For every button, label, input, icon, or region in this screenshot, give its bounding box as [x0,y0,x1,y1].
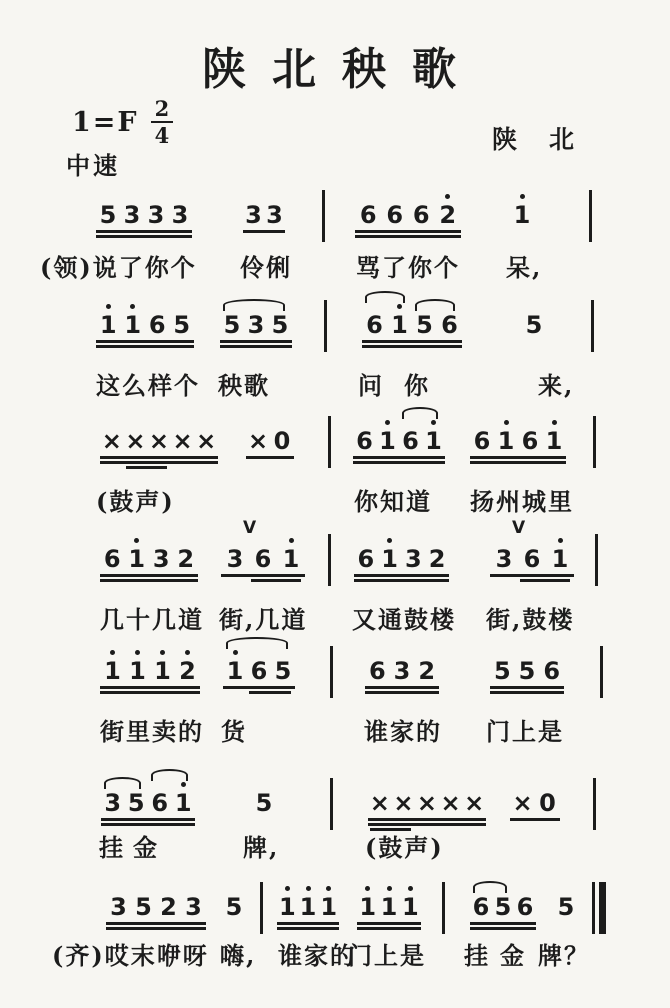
octave-dot [306,886,311,891]
note-digit: 1 [380,893,398,921]
note-digit: 6 [543,657,561,685]
note-digit: 2 [177,545,195,573]
beam [106,927,206,930]
beam [354,574,449,577]
note-group [106,894,206,920]
note-digit: 6 [473,427,491,455]
beam [365,686,439,689]
breath-mark: V [512,518,526,538]
beam [100,574,198,577]
note-digit: 1 [99,311,117,339]
percussion-note: × [125,427,146,455]
note-digit: 5 [494,893,512,921]
slur [104,777,141,789]
lyric-word: 街,几道 [219,605,308,634]
note-digit: 3 [171,201,189,229]
note-digit: 6 [254,545,272,573]
octave-dot [408,886,413,891]
note-digit: 3 [152,545,170,573]
note-group [100,658,200,684]
barline [442,882,445,934]
note-digit: 5 [173,311,191,339]
note-digit: 6 [366,311,383,339]
note-group [355,202,461,228]
note-digit: 6 [472,893,490,921]
note-digit: 6 [441,311,458,339]
note-digit: 1 [299,893,317,921]
beam [221,574,305,577]
barline [330,778,333,830]
note-group [365,658,439,684]
note-group [470,428,566,454]
note-digit: 6 [356,427,373,455]
note-digit: 1 [391,311,408,339]
time-signature-numerator: 2 [151,98,174,123]
lyric-word: 牌, [243,833,280,862]
note-digit: 5 [271,311,289,339]
percussion-note: × [369,789,390,817]
beam [100,456,218,459]
beam [368,818,486,821]
note-group [246,428,294,454]
slur [473,881,507,893]
percussion-note: × [172,427,193,455]
beam [100,691,200,694]
note-digit: 3 [405,545,422,573]
beam [126,466,167,469]
beam [357,922,421,925]
note-group [490,658,564,684]
note-group [100,428,218,454]
beam [243,230,285,233]
beam [490,574,574,577]
percussion-note: × [247,427,269,455]
key-label: 1=F [72,106,139,138]
note-digit: 1 [513,201,531,229]
lyric-word: 门上是 [486,717,564,746]
beam [106,922,206,925]
note-digit: 1 [425,427,442,455]
lyric-word: 又通鼓楼 [352,605,456,634]
beam [277,927,339,930]
note-group [222,894,246,920]
final-barline [592,882,606,934]
note-group [490,518,574,573]
note-digit: 1 [320,893,338,921]
note-digit: 6 [386,201,404,229]
octave-dot [285,886,290,891]
note-digit: 1 [174,789,192,817]
octave-dot [397,304,402,309]
note-digit: 6 [148,311,166,339]
note-digit: 6 [412,201,430,229]
beam [277,922,339,925]
octave-dot [233,650,238,655]
lyric-word: 几十几道 [100,605,204,634]
barline [328,534,331,586]
note-digit: 3 [123,201,141,229]
note-digit: 5 [255,789,273,817]
barline [260,882,263,934]
beam [362,345,462,348]
percussion-note: × [393,789,414,817]
note-digit: 2 [439,201,457,229]
octave-dot [181,782,186,787]
octave-dot [387,538,392,543]
lyric-word: 街里卖的 [100,717,204,746]
note-digit: 2 [160,893,177,921]
slur [223,299,285,311]
note-digit: 1 [129,657,146,685]
octave-dot [552,420,557,425]
lyric-word: (领)说了你个 [40,253,197,282]
note-digit: 6 [103,545,121,573]
note-digit: 6 [402,427,419,455]
octave-dot [160,650,165,655]
beam [490,691,564,694]
region-label: 陕北 [492,125,607,154]
note-digit: 6 [523,545,541,573]
barline [589,190,592,242]
note-group [510,202,534,228]
lyric-word: 呆, [506,253,543,282]
note-digit: 1 [359,893,377,921]
beam [357,927,421,930]
percussion-note: × [101,427,122,455]
note-group [252,790,276,816]
note-digit: 5 [135,893,152,921]
barline [324,300,327,352]
lyric-word: 伶俐 [240,253,292,282]
barline [600,646,603,698]
note-digit: 3 [495,545,513,573]
note-digit: 3 [226,545,244,573]
note-group [101,790,195,816]
lyric-word: 挂 [464,941,490,970]
percussion-note: × [196,427,217,455]
note-group [277,894,339,920]
lyric-word: 这么样个 [96,371,200,400]
note-digit: 3 [147,201,165,229]
lyric-word: 扬州城里 [470,487,574,516]
beam [100,579,198,582]
slur [226,637,288,649]
note-digit: 5 [225,893,243,921]
barline [328,416,331,468]
percussion-note: × [512,789,533,817]
note-digit: 5 [525,311,543,339]
note-digit: 1 [379,427,396,455]
percussion-note: × [440,789,461,817]
beam [365,691,439,694]
note-group [554,894,578,920]
note-digit: 6 [359,201,377,229]
lyric-word: (鼓声) [365,833,444,862]
beam [354,579,449,582]
barline [593,416,596,468]
beam [510,818,560,821]
lyric-word: 问 [358,371,384,400]
octave-dot [110,650,115,655]
note-digit: 1 [278,893,296,921]
note-group [221,518,305,573]
time-signature-denominator: 4 [154,123,170,148]
note-digit: 3 [393,657,411,685]
lyric-word: 门上是 [348,941,426,970]
octave-dot [385,420,390,425]
beam [246,456,294,459]
octave-dot [504,420,509,425]
beam [100,686,200,689]
note-digit: 6 [368,657,386,685]
beam [362,340,462,343]
octave-dot [185,650,190,655]
note-digit: 3 [110,893,127,921]
beam [96,340,194,343]
note-digit: 5 [493,657,511,685]
breath-mark: V [243,518,257,538]
note-group [357,894,421,920]
note-digit: 6 [516,893,534,921]
note-group [220,312,292,338]
percussion-note: × [148,427,170,455]
note-digit: 1 [154,657,171,685]
lyric-word: 金 [133,833,159,862]
note-digit: 3 [245,201,262,229]
lyric-word: 骂了你个 [356,253,460,282]
beam [470,922,536,925]
lyric-word: 你 [404,371,430,400]
octave-dot [520,194,525,199]
octave-dot [558,538,563,543]
octave-dot [445,194,450,199]
lyric-word: 谁家的 [278,941,356,970]
beam [355,230,461,233]
lyric-word: 街,鼓楼 [486,605,575,634]
octave-dot [134,538,139,543]
note-digit: 5 [274,657,292,685]
lyric-word: 你知道 [354,487,432,516]
octave-dot [431,420,436,425]
tempo-marking: 中速 [66,151,120,180]
octave-dot [106,304,111,309]
rest-note: 0 [539,789,556,817]
note-group [96,202,192,228]
octave-dot [365,886,370,891]
note-group [243,202,285,228]
lyric-word: 货 [221,717,247,746]
octave-dot [326,886,331,891]
beam [490,686,564,689]
beam [470,461,566,464]
lyric-word: 来, [538,371,575,400]
rest-note: 0 [273,427,291,455]
note-digit: 5 [127,789,145,817]
lyric-word: 金 [500,941,526,970]
note-digit: 5 [518,657,536,685]
final-barline-thin [592,882,595,934]
barline [593,778,596,830]
note-group [368,790,486,816]
song-title: 陕北秧歌 [202,44,482,95]
beam [251,579,301,582]
slur [365,291,405,303]
note-digit: 1 [545,427,563,455]
lyric-word: 牌？ [538,941,590,970]
beam [101,818,195,821]
octave-dot [289,538,294,543]
lyric-word: 嗨, [220,941,257,970]
slur [415,299,455,311]
lyric-word: 谁家的 [364,717,442,746]
note-digit: 2 [179,657,196,685]
note-digit: 3 [104,789,122,817]
lyric-word: (鼓声) [96,487,175,516]
note-digit: 1 [497,427,515,455]
beam [470,927,536,930]
beam [96,230,192,233]
beam [353,461,445,464]
barline [591,300,594,352]
percussion-note: × [464,789,485,817]
beam [520,579,570,582]
note-group [223,658,295,684]
note-group [510,790,560,816]
note-group [354,546,449,572]
note-digit: 5 [416,311,433,339]
octave-dot [130,304,135,309]
final-barline-thick [599,882,606,934]
octave-dot [135,650,140,655]
beam [355,235,461,238]
beam [220,340,292,343]
note-digit: 3 [185,893,202,921]
beam [96,235,192,238]
note-digit: 1 [551,545,569,573]
lyric-word: 秧歌 [218,371,270,400]
note-digit: 3 [266,201,283,229]
slur [151,769,188,781]
beam [353,456,445,459]
note-digit: 1 [226,657,244,685]
note-digit: 5 [223,311,241,339]
note-digit: 3 [247,311,265,339]
note-group [470,894,536,920]
note-digit: 6 [151,789,169,817]
note-digit: 6 [250,657,268,685]
note-digit: 1 [124,311,142,339]
beam [368,823,486,826]
note-group [362,312,462,338]
note-digit: 2 [418,657,436,685]
note-digit: 1 [104,657,121,685]
barline [595,534,598,586]
lyric-word: 挂 [99,833,125,862]
note-group [100,546,198,572]
octave-dot [387,886,392,891]
note-digit: 1 [401,893,419,921]
beam [101,823,195,826]
note-digit: 6 [521,427,539,455]
beam [249,691,291,694]
note-digit: 5 [99,201,117,229]
beam [223,686,295,689]
note-digit: 6 [357,545,375,573]
note-group [96,312,194,338]
beam [100,461,218,464]
note-digit: 5 [557,893,575,921]
note-group [353,428,445,454]
slur [402,407,438,419]
beam [220,345,292,348]
percussion-note: × [416,789,438,817]
barline [330,646,333,698]
beam [370,828,411,831]
note-digit: 2 [428,545,446,573]
note-group [522,312,546,338]
barline [322,190,325,242]
note-digit: 1 [381,545,398,573]
note-digit: 1 [282,545,300,573]
beam [96,345,194,348]
lyric-word: (齐)哎末咿呀 [52,941,209,970]
beam [470,456,566,459]
note-digit: 1 [128,545,146,573]
